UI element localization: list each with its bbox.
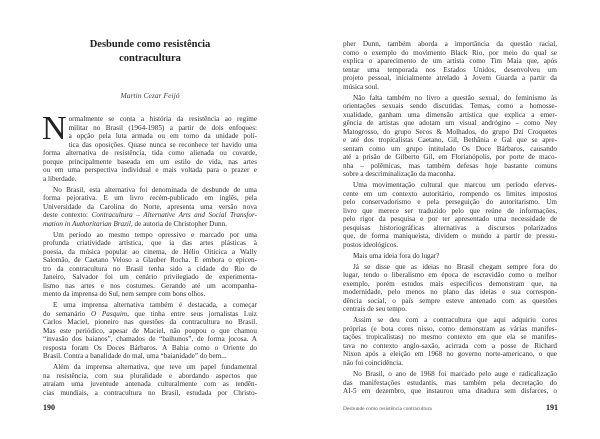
text-line: gência de artistas que adotam um visual andrógino – como Ney bbox=[343, 119, 557, 128]
text-line: Mais uma ideia fora do lugar? bbox=[353, 251, 440, 260]
text-line: e até dos tropicalistas Caetano, Gil, Bethânia e Gal que se apre- bbox=[343, 136, 557, 145]
right-body-text bbox=[343, 40, 557, 396]
text-line: Não falta também no livro a questão sexual, do feminismo às bbox=[353, 93, 557, 102]
text-line: poesia, da música popular ao cinema, de Hélio Oiticica a Wally bbox=[43, 247, 257, 256]
text-line: forma alternativa de resistência, tida como alienada ou covarde, bbox=[43, 149, 257, 157]
text-line: xualidade, ganham uma dimensão artística que explica a emer- bbox=[343, 110, 557, 119]
text-line: lismo nas artes e nos costumes. Gerando até um acompanha- bbox=[43, 281, 257, 290]
text-line: “invasão dos baianos”, chamados de “baihunos”, de forma jocosa. A bbox=[43, 335, 257, 344]
author-name: Martin Cezar Feijó bbox=[120, 91, 180, 100]
text-line: profunda criatividade artística, que ia das artes plásticas à bbox=[43, 239, 257, 248]
paragraph bbox=[43, 186, 257, 229]
text-line: lugar, tendo o liberalismo em época de escravidão como o melhor bbox=[343, 271, 557, 280]
paragraph bbox=[343, 316, 557, 367]
paragraph bbox=[343, 263, 557, 314]
text-line: sentam como um grupo intitulado Os Doce Bárbaros, causando bbox=[343, 144, 557, 153]
text-line: Já se disse que as ideias no Brasil chegam sempre fora do bbox=[353, 262, 557, 271]
text-segment: do semanário bbox=[43, 309, 92, 318]
text-line: das manifestações estudantis, mas também pela decretação do bbox=[343, 378, 557, 387]
paragraph bbox=[43, 231, 257, 299]
text-line: ormalmente se conta a história da resistência ao regime bbox=[68, 115, 257, 123]
text-line: que, de forma maniqueísta, dividem o mundo a partir de pressu- bbox=[343, 232, 557, 241]
text-segment: deste contexto: bbox=[43, 211, 92, 220]
text-line bbox=[43, 220, 257, 229]
text-line: ou em uma perspectiva individual e mais voltada para o prazer e bbox=[43, 166, 257, 174]
right-page bbox=[300, 0, 600, 439]
page-number-left: 190 bbox=[43, 403, 55, 412]
text-line: tica das oposições. Quase nunca se reconhece ter havido uma bbox=[68, 140, 257, 149]
text-line: cente em um contexto autoritário, rompendo os limites impostos bbox=[343, 189, 557, 198]
text-segment: , que tinha entre seus jornalistas Luiz bbox=[127, 309, 257, 318]
running-footer: Desbunde como resistência contracultura bbox=[343, 406, 432, 412]
text-line: Mas este periódico, apesar de Maciel, não poupou o que chamou bbox=[43, 326, 257, 335]
article-title bbox=[43, 38, 257, 66]
paragraph bbox=[343, 94, 557, 179]
left-body-text bbox=[42, 110, 258, 397]
text-line: mento da imprensa do Sul, nem sempre com bons olhos. bbox=[43, 290, 206, 299]
paragraph bbox=[43, 301, 257, 361]
page-number-right: 191 bbox=[546, 403, 558, 412]
title-line-1: Desbunde como resistência bbox=[89, 39, 211, 50]
text-line: atraíam uma juventude antenada culturalmente com as tendên- bbox=[43, 380, 257, 389]
text-line: nha – polêmicas, mas também defesas hoje bastante comuns bbox=[343, 161, 557, 170]
text-line: pesquisas historiográficas alternativas a discursos polarizados bbox=[343, 223, 557, 232]
text-line: Além da imprensa alternativa, que teve um papel fundamental bbox=[53, 363, 257, 372]
text-line: Carlos Maciel, pioneiro nas questões da contracultura no Brasil. bbox=[43, 318, 257, 327]
text-line: orientações sexuais sendo discutidas. Temas, como a homosse- bbox=[343, 102, 557, 111]
text-line: Matogrosso, do grupo Secos & Molhados, do grupo Dzi Croquetes bbox=[343, 127, 557, 136]
text-line: centrais de seu tempo. bbox=[343, 305, 407, 314]
italic-title-text: mation in Authoritarian Brazil bbox=[43, 219, 131, 228]
text-line: postos ideológicos. bbox=[343, 240, 399, 249]
text-line: porque principalmente baseada em um estilo de vida, nas artes bbox=[43, 157, 257, 166]
drop-cap: N bbox=[42, 110, 67, 147]
text-line: na resistência, com sua pluralidade e abordando aspectos que bbox=[43, 371, 257, 380]
italic-title-text: O Pasquim bbox=[91, 309, 128, 318]
italic-title-text: Contracultura – Alternative Arts and Social Transfor- bbox=[91, 211, 258, 220]
text-line: sobre a descriminalização da maconha. bbox=[343, 170, 456, 179]
text-line: a liberdade. bbox=[43, 174, 77, 183]
text-line: exemplo, porém estudos mais específicos demonstram que, na bbox=[343, 279, 557, 288]
text-line: Universidade da Carolina do Norte, apresenta uma versão nova bbox=[43, 202, 257, 211]
text-line: próprias (e bota cores nisso, como demonstram as várias manifes- bbox=[343, 324, 557, 333]
text-line: Salomão, de Caetano Veloso a Glauber Rocha. E embora o epicen- bbox=[43, 256, 257, 265]
text-line: pelo rigor da pesquisa e por ter apresentado uma necessidade de bbox=[343, 215, 557, 224]
text-line: No Brasil, o ano de 1968 foi marcado pelo auge e radicalização bbox=[353, 370, 557, 379]
text-line: tentar uma temporada nos Estados Unidos, desenvolveu um bbox=[343, 65, 557, 74]
text-line: tações tropicalistas) no mesmo contexto em que ela se manifes- bbox=[343, 333, 557, 342]
text-line: pher Dunn, também aborda a importância da questão racial, bbox=[343, 40, 557, 48]
text-line: No Brasil, esta alternativa foi denominada de desbunde de uma bbox=[53, 185, 257, 194]
text-line: a opção pela luta armada ou em torno da unidade polí- bbox=[68, 132, 257, 140]
text-line: música soul. bbox=[343, 82, 379, 91]
text-line: tava no contexto anglo-saxão, acirrada com a posse de Richard bbox=[343, 341, 557, 350]
text-line: como o exemplo do movimento Black Rio, por meio do qual se bbox=[343, 48, 557, 57]
title-line-2: contracultura bbox=[119, 53, 181, 64]
text-line: Janeiro, Salvador foi um cenário privilegiado de experimenta- bbox=[43, 273, 257, 282]
text-line: não foi coincidência. bbox=[343, 358, 404, 367]
text-line: até a prisão de Gilberto Gil, em Florianópolis, por porte de maco- bbox=[343, 153, 557, 162]
text-line: militar no Brasil (1964-1985) a partir de dois enfoques: bbox=[68, 123, 257, 132]
paragraph bbox=[42, 110, 257, 183]
text-line: AI-5 em dezembro, que instaurou uma ditadura sem disfarces, o bbox=[343, 387, 557, 396]
text-line: Brasil. Contra a banalidade do mal, uma “baianidade” do bem... bbox=[43, 352, 227, 361]
text-line bbox=[43, 310, 257, 319]
text-line: Assim se deu com a contracultura que aqui adquiriu cores bbox=[353, 316, 557, 325]
text-line: resposta foram Os Doces Bárbaros. A Bahia como o Oriente do bbox=[43, 343, 257, 352]
text-line: forma pejorativa. E um livro recém-publicado em inglês, pela bbox=[43, 194, 257, 203]
paragraph bbox=[343, 40, 557, 91]
text-line: tro da contracultura no Brasil tenha sido a cidade do Rio de bbox=[43, 264, 257, 273]
text-line: Uma movimentação cultural que marcou um período eferves- bbox=[353, 181, 557, 190]
text-line bbox=[43, 211, 257, 220]
text-line: E uma imprensa alternativa também é destacada, a começar bbox=[53, 301, 257, 310]
text-line: dência social, o país sempre esteve antenado com as questões bbox=[343, 296, 557, 305]
text-line: pelo conservadorismo e pela perseguição do autoritarismo. Um bbox=[343, 198, 557, 207]
text-line: projeto pessoal, inicialmente atrelado à Jovem Guarda a partir da bbox=[343, 74, 557, 82]
text-line: cias mundiais, a contracultura no Brasil, estudada por Christo- bbox=[43, 388, 257, 397]
text-line: explica o aparecimento de um artista como Tim Maia que, após bbox=[343, 57, 557, 65]
paragraph bbox=[43, 363, 257, 397]
text-line: modernidade, pelo menos no plano das ideias e sua correspon- bbox=[343, 288, 557, 297]
paragraph bbox=[343, 252, 557, 261]
text-line: Um período ao mesmo tempo opressivo e marcado por uma bbox=[53, 230, 257, 239]
paragraph bbox=[343, 370, 557, 396]
text-line: livro que merece ser traduzido pelo que reúne de informações, bbox=[343, 206, 557, 215]
text-segment: , de autoria de Christopher Dunn. bbox=[130, 219, 227, 228]
text-line: Nixon após a eleição em 1968 no governo norte-americano, o que bbox=[343, 350, 557, 359]
paragraph bbox=[343, 181, 557, 249]
